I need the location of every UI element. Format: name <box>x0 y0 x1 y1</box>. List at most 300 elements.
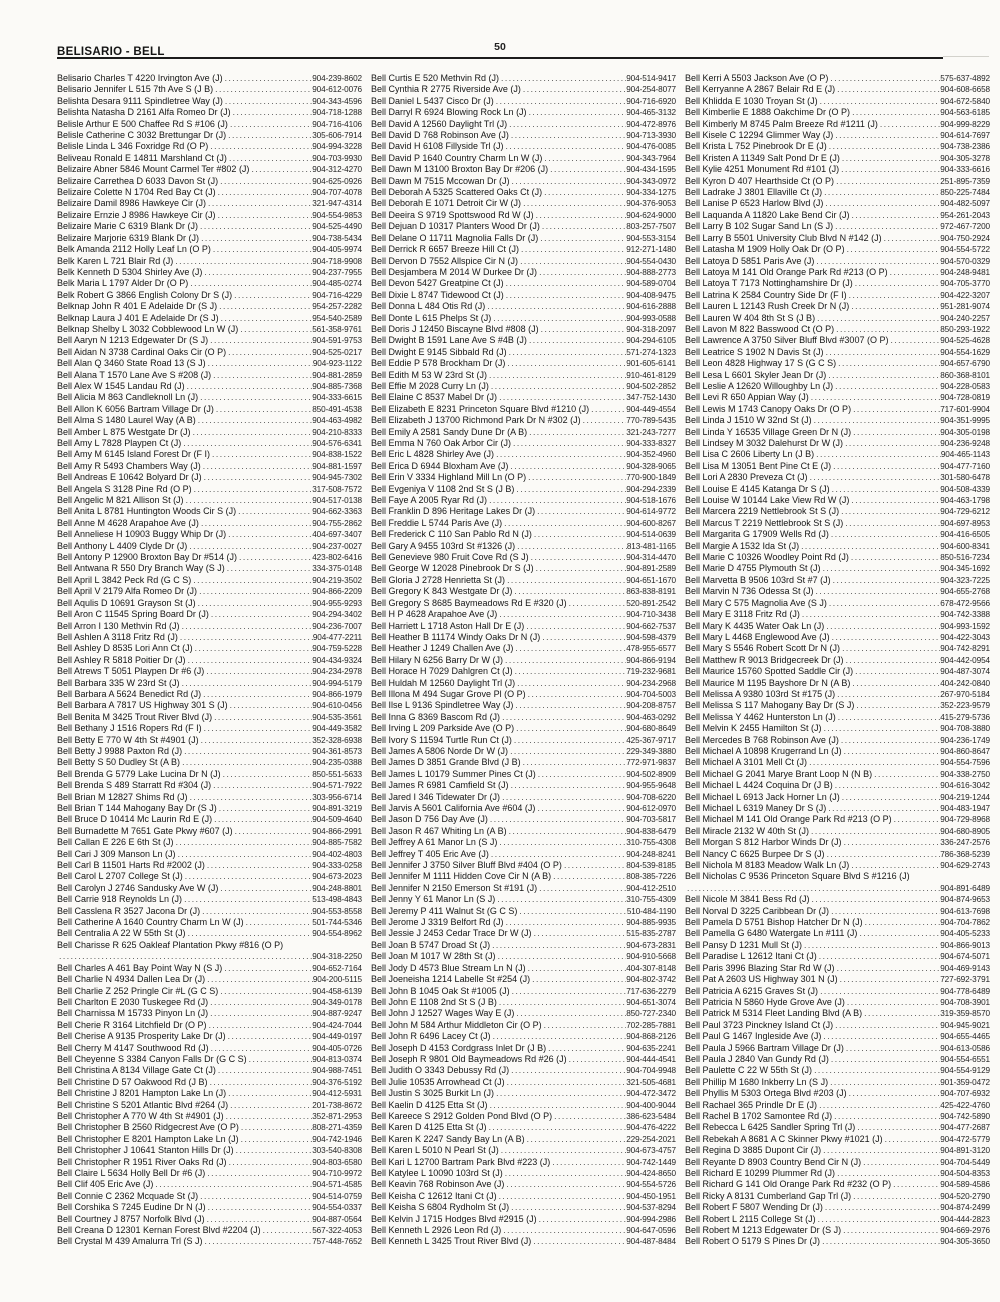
entry-text: Bell Christopher A 770 W 4th St #4901 (J) <box>57 1110 224 1121</box>
entry-phone: 904-891-3120 <box>940 1146 990 1156</box>
entry-text: Belk Karen L 721 Blair Rd (J) <box>57 255 174 266</box>
leader-dots <box>205 974 313 984</box>
entry-text: Belizaire Colette N 1704 Red Bay Ct (J) <box>57 187 216 198</box>
entry-text: Bell Angelic M 821 Allison St (J) <box>57 495 184 506</box>
leader-dots <box>499 73 626 83</box>
entry-phone: 904-449-0197 <box>312 1032 362 1042</box>
directory-entry <box>685 1065 990 1076</box>
leader-dots <box>196 415 312 425</box>
entry-phone: 336-247-2576 <box>940 838 990 848</box>
entry-text: Bell Margarita G 17909 Wells Rd (J) <box>685 529 829 540</box>
directory-entry <box>685 1122 990 1133</box>
directory-entry <box>371 575 676 586</box>
entry-text: Bell Cari J 309 Manson Ln (J) <box>57 848 176 859</box>
entry-text: Bell Richard G 141 Old Orange Park Rd #232 (O P) <box>685 1179 892 1190</box>
leader-dots <box>821 1145 940 1155</box>
entry-text: Bell Cynthia R 2775 Riverside Ave (J) <box>371 84 521 95</box>
entry-phone: 770-789-5435 <box>626 416 676 426</box>
directory-entry <box>685 746 990 757</box>
leader-dots <box>833 130 940 140</box>
entry-phone: 904-866-9194 <box>626 655 676 665</box>
leader-dots <box>501 1225 626 1235</box>
entry-text: Bell Regina D 3885 Dupont Cir (J) <box>685 1145 822 1156</box>
leader-dots <box>500 712 626 722</box>
directory-entry <box>57 632 362 643</box>
entry-phone: 904-483-1947 <box>940 804 990 813</box>
entry-text: Bell Frederick C 110 San Pablo Rd N (J) <box>371 529 532 540</box>
entry-phone: 904-333-6616 <box>940 165 990 175</box>
leader-dots <box>826 803 940 813</box>
entry-text: Bell Atrews T 5051 Playpen Dr #6 (J) <box>57 666 205 677</box>
entry-phone: 904-662-7537 <box>626 621 676 631</box>
entry-phone: 863-838-8191 <box>626 587 676 597</box>
entry-phone: 904-673-2831 <box>626 940 676 950</box>
entry-phone: 904-554-1629 <box>940 347 990 357</box>
leader-dots <box>550 1157 626 1167</box>
directory-entry <box>371 381 676 392</box>
entry-text: Bell Carl B 11501 Harts Rd #2002 (J) <box>57 860 205 871</box>
entry-phone: 904-463-4982 <box>312 416 362 426</box>
entry-text: Bell John B 1045 Oak St #1005 (J) <box>371 985 510 996</box>
directory-entry <box>371 495 676 506</box>
entry-phone: 904-718-1288 <box>312 108 362 118</box>
entry-phone: 904-343-4596 <box>312 96 362 106</box>
entry-phone: 386-623-5484 <box>626 1111 676 1121</box>
directory-entry <box>57 1145 362 1156</box>
entry-text: Bell Courtney J 8757 Norfolk Blvd (J) <box>57 1213 205 1224</box>
entry-text: Bell Paula J 2840 Van Gundy Rd (J) <box>685 1053 829 1064</box>
entry-text: Bell Justin S 3025 Burkit Ln (J) <box>371 1088 495 1099</box>
entry-text: Bell Christine D 57 Oakwood Rd (J B) <box>57 1076 208 1087</box>
entry-phone: 515-835-2787 <box>626 929 676 939</box>
directory-entry <box>57 119 362 130</box>
directory-entry <box>685 301 990 312</box>
entry-text: Belk Maria L 1797 Alder Dr (O P) <box>57 278 189 289</box>
entry-text: Bell Lauren L 12143 Rush Creek Dr N (J) <box>685 301 850 312</box>
entry-text: Bell Jeffrey T 405 Eric Ave (J) <box>371 848 489 859</box>
leader-dots <box>840 792 940 802</box>
leader-dots <box>862 1008 940 1018</box>
directory-entry <box>57 940 362 951</box>
entry-text: Bell Paradise L 12612 Itani Ct (J) <box>685 951 817 962</box>
directory-entry <box>57 552 362 563</box>
directory-entry <box>685 678 990 689</box>
entry-text: Bell Anne M 4628 Arapahoe Ave (J) <box>57 517 199 528</box>
entry-phone: 904-866-2991 <box>312 826 362 836</box>
leader-dots <box>188 792 313 802</box>
leader-dots <box>231 107 313 117</box>
entry-text: Bell Keavin 768 Robinson Ave (J) <box>371 1179 505 1190</box>
entry-text: Bell Jarvis A 5601 California Ave #604 (J) <box>371 803 536 813</box>
entry-phone: 904-535-3561 <box>312 712 362 722</box>
directory-entry <box>57 826 362 837</box>
entry-phone: 904-738-5434 <box>312 233 362 243</box>
entry-phone: 305-606-7914 <box>312 131 362 141</box>
entry-phone: 904-563-6185 <box>940 108 990 118</box>
leader-dots <box>535 803 626 813</box>
entry-text: Bell Carrie 918 Reynolds Ln (J) <box>57 894 183 905</box>
leader-dots <box>497 997 626 1007</box>
leader-dots <box>888 267 941 277</box>
entry-phone: 904-412-5931 <box>312 1089 362 1099</box>
leader-dots <box>494 1088 626 1098</box>
leader-dots <box>800 609 940 619</box>
entry-text: Bell Benita M 3425 Trout River Blvd (J) <box>57 711 213 722</box>
directory-entry <box>685 575 990 586</box>
entry-phone: 904-487-3074 <box>940 667 990 677</box>
entry-phone: 904-697-8953 <box>940 518 990 528</box>
leader-dots <box>507 347 627 357</box>
directory-entry <box>371 324 676 335</box>
entry-text: Bell Dwight E 9145 Sibbald Rd (J) <box>371 346 507 357</box>
leader-dots <box>509 130 626 140</box>
entry-text: Bell Franklin D 896 Heritage Lakes Dr (J) <box>371 506 536 517</box>
entry-phone: 904-376-9053 <box>626 199 676 209</box>
entry-phone: 904-993-1592 <box>940 621 990 631</box>
leader-dots <box>200 906 312 916</box>
entry-text: Bell Bethany J 1516 Ropers Rd (F I) <box>57 723 202 734</box>
entry-phone: 904-294-2339 <box>626 484 676 494</box>
directory-entry <box>371 404 676 415</box>
directory-entry <box>371 621 676 632</box>
entry-phone: 352-223-9579 <box>940 701 990 711</box>
leader-dots <box>487 370 626 380</box>
leader-dots <box>244 917 313 927</box>
entry-text: Bell Charisse R 625 Oakleaf Plantation Pkwy #816 (O P) <box>57 939 284 950</box>
directory-entry <box>57 141 362 152</box>
entry-phone: 904-514-0759 <box>312 1191 362 1201</box>
entry-text: Bell Latrina K 2584 Country Side Dr (F I) <box>685 289 847 300</box>
leader-dots <box>843 518 940 528</box>
leader-dots <box>552 1111 626 1121</box>
entry-phone: 808-385-7226 <box>626 872 676 882</box>
entry-phone: 904-554-9853 <box>312 210 362 220</box>
entry-phone: 719-232-9681 <box>626 667 676 677</box>
directory-entry <box>685 244 990 255</box>
directory-entry <box>57 1065 362 1076</box>
entry-phone: 901-605-6141 <box>626 359 676 369</box>
entry-phone: 904-219-1244 <box>940 792 990 802</box>
leader-dots <box>500 792 626 802</box>
entry-text: Bell Christopher R 1951 River Oaks Rd (J) <box>57 1156 227 1167</box>
directory-entry <box>57 518 362 529</box>
leader-dots <box>221 769 313 779</box>
directory-entry <box>685 757 990 768</box>
leader-dots <box>534 563 627 573</box>
entry-text: Bell Christine S 5201 Atlantic Blvd #264 (J) <box>57 1099 229 1110</box>
entry-phone: 904-885-7368 <box>312 381 362 391</box>
entry-text: Bell Latoya T 7173 Nottinghamshire Dr (J) <box>685 278 853 289</box>
entry-text: Bell Desjambera M 2014 W Durkee Dr (J) <box>371 266 538 277</box>
entry-text: Bell Elizabeth J 13700 Richmond Park Dr N #302 (J) <box>371 415 581 426</box>
entry-text: Bell Gregory K 843 Westgate Dr (J) <box>371 586 513 597</box>
directory-entry <box>371 210 676 221</box>
directory-entry <box>685 96 990 107</box>
leader-dots <box>540 632 626 642</box>
entry-phone: 904-520-2790 <box>940 1191 990 1201</box>
entry-phone: 910-461-8129 <box>626 370 676 380</box>
directory-entry <box>57 153 362 164</box>
leader-dots <box>213 84 312 94</box>
leader-dots <box>835 1168 940 1178</box>
directory-entry <box>57 986 362 997</box>
entry-text: Bell Dejuan D 10317 Planters Wood Dr (J) <box>371 221 540 232</box>
entry-text: Bell Karen D 4125 Etta St (J) <box>371 1122 487 1133</box>
entry-text: Bell Alex W 1545 Landau Rd (J) <box>57 380 185 391</box>
leader-dots <box>57 951 312 961</box>
directory-entry <box>371 335 676 346</box>
entry-text: Bell Rachel B 1702 Samontee Rd (J) <box>685 1110 833 1121</box>
entry-phone: 904-662-3363 <box>312 507 362 517</box>
leader-dots <box>182 746 312 756</box>
directory-entry <box>57 1225 362 1236</box>
entry-phone: 901-359-0472 <box>940 1077 990 1087</box>
entry-text: Bell Evgeniya V 1108 2nd St S (J B) <box>371 483 515 494</box>
directory-entry <box>371 883 676 894</box>
entry-text: Bell Latasha M 1909 Holly Oak Dr (O P) <box>685 244 845 255</box>
directory-entry <box>371 780 676 791</box>
entry-phone: 904-509-4640 <box>312 815 362 825</box>
entry-phone: 904-318-2097 <box>626 324 676 334</box>
entry-text: Bell Charles A 461 Bay Point Way N (S J) <box>57 962 223 973</box>
entry-text: Bell Ladrake J 3801 Ellaville Ct (J) <box>685 187 823 198</box>
entry-text: Bell Horace H 7029 Dahlgren Ct (J) <box>371 666 513 677</box>
entry-phone: 317-508-7572 <box>312 484 362 494</box>
leader-dots <box>809 392 940 402</box>
entry-phone: 904-254-8077 <box>626 85 676 95</box>
directory-entry <box>57 1043 362 1054</box>
entry-text: Bell Julie 10535 Arrowhead Ct (J) <box>371 1076 505 1087</box>
leader-dots <box>839 735 940 745</box>
entry-phone: 904-554-0430 <box>626 256 676 266</box>
entry-text: Bell Barbara A 7817 US Highway 301 S (J) <box>57 700 228 711</box>
leader-dots <box>851 1191 940 1201</box>
leader-dots <box>849 552 940 562</box>
entry-text: Bell Betty E 770 W 4th St #4901 (J) <box>57 734 199 745</box>
entry-text: Bell Lavon M 822 Basswood Ct (O P) <box>685 323 835 334</box>
directory-entry <box>371 746 676 757</box>
entry-phone: 904-434-9324 <box>312 655 362 665</box>
directory-entry <box>685 814 990 825</box>
entry-phone: 904-458-6139 <box>312 986 362 996</box>
entry-phone: 478-955-6577 <box>626 644 676 654</box>
leader-dots <box>849 495 940 505</box>
entry-phone: 757-448-7652 <box>312 1237 362 1247</box>
directory-entry <box>57 735 362 746</box>
leader-dots <box>853 278 940 288</box>
entry-text: Bell Karen K 2247 Sandy Bay Ln (A B) <box>371 1133 525 1144</box>
entry-text: Bell Amy L 7828 Playpen Ct (J) <box>57 438 182 448</box>
leader-dots <box>833 381 940 391</box>
leader-dots <box>249 164 312 174</box>
directory-entry <box>685 974 990 985</box>
directory-entry <box>57 415 362 426</box>
directory-entry <box>371 1111 676 1122</box>
leader-dots <box>842 746 941 756</box>
entry-text: Bell Mary K 4435 Water Oak Ln (J) <box>685 620 825 631</box>
entry-text: Bell Doris J 12450 Biscayne Blvd #808 (J) <box>371 323 539 334</box>
entry-text: Bell Donte L 615 Phelps St (J) <box>371 312 492 323</box>
entry-text: Belisle Linda L 346 Foxridge Rd (O P) <box>57 141 209 152</box>
entry-text: Bell Phyllis M 5303 Ortega Blvd #203 (J) <box>685 1088 847 1099</box>
directory-entry <box>57 449 362 460</box>
leader-dots <box>510 986 627 996</box>
entry-phone: 904-612-0076 <box>312 85 362 95</box>
entry-text: Bell Kenneth L 2926 Leon Rd (J) <box>371 1225 502 1236</box>
entry-text: Bell Jared I 346 Tidewater Dr (J) <box>371 791 501 802</box>
leader-dots <box>199 233 312 243</box>
leader-dots <box>206 358 313 368</box>
entry-text: Bell Ivory S 11594 Turtle Run Ct (J) <box>371 734 512 745</box>
leader-dots <box>239 1122 312 1132</box>
entry-text: Belk Kenneth D 5304 Shirley Ave (J) <box>57 266 203 277</box>
entry-text: Belknap Shelby L 3032 Cobblewood Ln W (J) <box>57 323 239 334</box>
entry-phone: 904-945-7302 <box>312 473 362 483</box>
entry-phone: 904-450-1951 <box>626 1191 676 1201</box>
entry-phone: 571-274-1323 <box>626 347 676 357</box>
entry-phone: 904-553-8558 <box>312 906 362 916</box>
leader-dots <box>836 358 940 368</box>
entry-phone: 786-368-5239 <box>940 849 990 859</box>
entry-phone: 904-838-1522 <box>312 450 362 460</box>
directory-entry <box>685 563 990 574</box>
entry-text: Bell Ricky A 8131 Cumberland Gap Trl (J) <box>685 1190 852 1201</box>
entry-phone: 904-570-0329 <box>940 256 990 266</box>
directory-entry <box>57 894 362 905</box>
leader-dots <box>567 598 627 608</box>
entry-phone: 904-716-4106 <box>312 119 362 129</box>
directory-entry <box>371 301 676 312</box>
entry-text: Bell Claire L 5634 Holly Bell Dr #6 (J) <box>57 1168 206 1178</box>
entry-text: Bell Bruce D 10414 Mc Laurin Rd E (J) <box>57 814 213 825</box>
leader-dots <box>238 324 312 334</box>
directory-entry <box>685 700 990 711</box>
entry-text: Bell Patrick M 5314 Fleet Landing Blvd (A B) <box>685 1008 863 1019</box>
entry-text: Belizaire Marjorie 6319 Blank Dr (J) <box>57 232 200 243</box>
entry-text: Bell Lori A 2830 Preveza Ct (J) <box>685 472 808 483</box>
leader-dots <box>485 301 626 311</box>
leader-dots <box>228 1100 312 1110</box>
directory-entry <box>685 1031 990 1042</box>
entry-phone: 310-755-4309 <box>626 895 676 905</box>
entry-phone: 904-328-9065 <box>626 461 676 471</box>
directory-entry <box>371 986 676 997</box>
directory-entry <box>57 96 362 107</box>
directory-column <box>57 73 362 1248</box>
leader-dots <box>841 1225 940 1235</box>
entry-phone: 904-517-0138 <box>312 496 362 506</box>
directory-entry <box>371 484 676 495</box>
entry-text: Bell Joeneisha 1214 Labelle St #254 (J) <box>371 974 531 985</box>
leader-dots <box>521 757 627 767</box>
entry-phone: 904-600-8267 <box>626 518 676 528</box>
directory-entry <box>57 1008 362 1019</box>
directory-entry <box>57 1134 362 1145</box>
leader-dots <box>828 73 940 83</box>
entry-text: Bell Jerome J 3319 Belfort Rd (J) <box>371 917 504 928</box>
entry-phone: 904-624-9000 <box>626 210 676 220</box>
leader-dots <box>218 883 312 893</box>
directory-entry <box>57 598 362 609</box>
entry-text: Bell John E 1108 2nd St S (J B) <box>371 996 497 1007</box>
leader-dots <box>831 461 940 471</box>
directory-entry <box>685 586 990 597</box>
entry-phone: 904-673-4757 <box>626 1146 676 1156</box>
directory-entry <box>685 1111 990 1122</box>
entry-phone: 860-368-8101 <box>940 370 990 380</box>
entry-text: Bell Christopher B 2560 Ridgecrest Ave (O P) <box>57 1122 239 1133</box>
directory-entry <box>57 404 362 415</box>
entry-text: Bell Darryl R 6924 Blowing Rock Ln (J) <box>371 107 527 118</box>
directory-entry <box>371 313 676 324</box>
directory-entry <box>371 438 676 449</box>
directory-entry <box>685 176 990 187</box>
entry-text: Bell Christine J 8201 Hampton Lake Ln (J) <box>57 1088 227 1099</box>
directory-entry <box>685 415 990 426</box>
entry-phone: 904-887-0564 <box>312 1214 362 1224</box>
leader-dots <box>513 666 627 676</box>
leader-dots <box>212 814 312 824</box>
directory-entry <box>685 849 990 860</box>
directory-entry <box>685 484 990 495</box>
entry-phone: 904-703-5817 <box>626 815 676 825</box>
entry-phone: 904-674-5071 <box>940 952 990 962</box>
entry-phone: 727-692-3791 <box>940 975 990 985</box>
leader-dots <box>488 814 626 824</box>
entry-text: Bell John J 12527 Wages Way E (J) <box>371 1008 515 1019</box>
entry-phone: 912-271-1480 <box>626 245 676 255</box>
leader-dots <box>844 1043 940 1053</box>
entry-text: Bell Casslena R 3527 Jacona Dr (J) <box>57 905 201 916</box>
directory-entry <box>371 735 676 746</box>
directory-entry <box>57 1236 362 1247</box>
entry-phone: 904-571-4585 <box>312 1180 362 1190</box>
entry-text: Bell Eric L 4828 Shirley Ave (J) <box>371 449 495 460</box>
entry-phone: 850-225-7484 <box>940 188 990 198</box>
entry-text: Bell Kenneth L 3425 Trout River Blvd (J) <box>371 1236 532 1247</box>
directory-entry <box>57 472 362 483</box>
entry-text: Bell Keisha C 12612 Itani Ct (J) <box>371 1190 497 1201</box>
entry-text: Belknap Laura J 401 E Adelaide Dr (S J) <box>57 312 219 323</box>
leader-dots <box>202 723 313 733</box>
directory-entry <box>371 906 676 917</box>
leader-dots <box>233 826 313 836</box>
entry-phone: 904-465-3132 <box>626 108 676 118</box>
directory-entry <box>685 153 990 164</box>
entry-phone: 904-472-8976 <box>626 119 676 129</box>
entry-text: Bell Dixie L 8747 Tidewood Ct (J) <box>371 289 504 300</box>
directory-entry <box>685 860 990 871</box>
entry-phone: 717-636-2279 <box>626 986 676 996</box>
entry-text: Bell Brenda S 489 Starratt Rd #304 (J) <box>57 780 212 791</box>
leader-dots <box>209 1043 313 1053</box>
leader-dots <box>799 541 940 551</box>
leader-dots <box>176 849 313 859</box>
entry-phone: 904-923-1122 <box>312 359 362 369</box>
entry-phone: 904-885-9935 <box>626 918 676 928</box>
entry-text: Bell Levi R 650 Appian Way (J) <box>685 392 809 403</box>
entry-text: Bell Antwana R 550 Dry Branch Way (S J) <box>57 563 225 574</box>
leader-dots <box>218 176 312 186</box>
directory-entry <box>685 712 990 723</box>
entry-phone: 561-358-9761 <box>312 324 362 334</box>
leader-dots <box>261 1225 313 1235</box>
directory-entry <box>57 107 362 118</box>
directory-entry <box>685 210 990 221</box>
entry-text: Bell Norval D 3225 Caribbean Dr (J) <box>685 905 830 916</box>
entry-text: Bell Christina A 8134 Village Gate Ct (J) <box>57 1065 216 1076</box>
entry-phone: 904-635-2241 <box>626 1043 676 1053</box>
